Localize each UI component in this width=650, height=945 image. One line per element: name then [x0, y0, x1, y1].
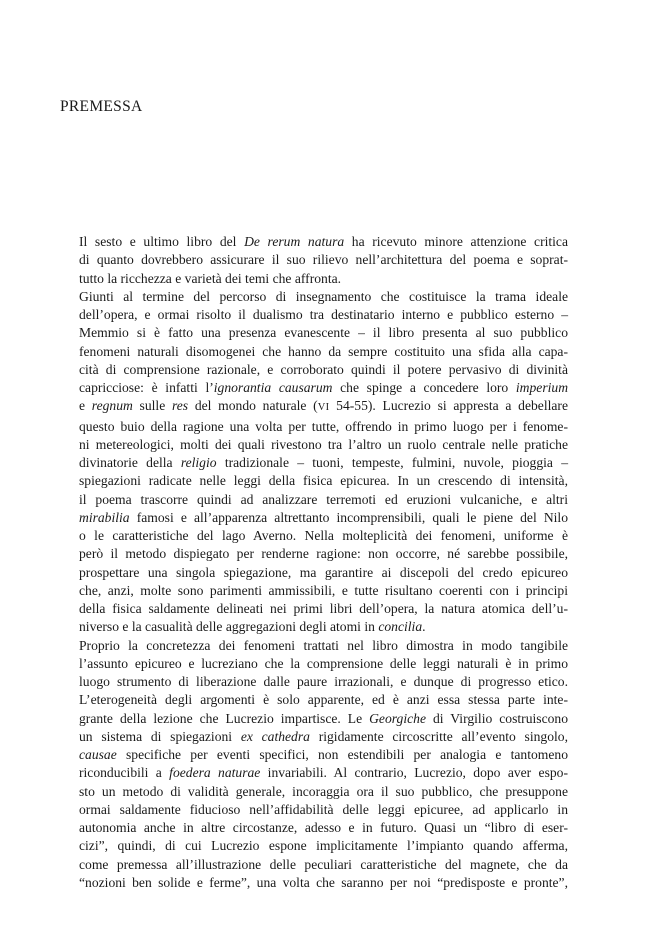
text-line — [60, 418, 568, 436]
paragraph — [60, 233, 568, 288]
text-run: L’eterogeneità degli argomenti è solo apparente, ed è anzi essa stessa parte inte- — [79, 692, 568, 708]
text-line — [60, 361, 568, 379]
text-line — [60, 637, 568, 655]
text-line — [60, 251, 568, 269]
text-line — [60, 343, 568, 361]
text-run: che, anzi, molte sono parimenti ammissibili, e tutte risultano coerenti con i principi — [79, 582, 568, 598]
book-number: VI — [317, 402, 330, 414]
text-run: “nozioni ben solide e ferme”, una volta che saranno per noi “predisposte e pronte”, — [79, 874, 568, 890]
text-run: niverso e la casualità delle aggregazioni degli atomi in — [79, 619, 379, 635]
text-line — [60, 673, 568, 691]
italic-term: regnum — [91, 398, 133, 414]
text-run: Il sesto e ultimo libro del — [79, 234, 245, 249]
text-line — [60, 819, 568, 837]
text-line — [60, 837, 568, 855]
text-run: sto un metodo di validità generale, incoraggia ora il suo pubblico, che presuppone — [79, 783, 568, 799]
text-line — [60, 582, 568, 600]
text-run: ormai saldamente fiducioso nell’affidabilità delle leggi epicuree, ad applicarlo in — [79, 801, 568, 817]
italic-term: imperium — [515, 380, 569, 395]
text-run: invariabili. Al contrario, Lucrezio, dopo aver espo- — [260, 765, 568, 781]
text-line — [60, 527, 568, 545]
text-run: 54-55). Lucrezio si appresta a debellare — [329, 398, 568, 414]
text-line — [60, 764, 568, 782]
text-run: cità di comprensione razionale, e corroborato quindi il potere pervasivo di divinità — [79, 361, 568, 377]
text-line — [60, 655, 568, 673]
text-run: questo buio della ragione una volta per tutte, offrendo in primo luogo per i fenome- — [79, 418, 568, 434]
text-run: l’assunto epicureo e lucreziano che la comprensione delle leggi naturali è in primo — [79, 655, 568, 671]
text-line — [60, 491, 568, 509]
text-line — [60, 783, 568, 801]
text-run: tradizionale – tuoni, tempeste, fulmini, nuvole, pioggia – — [216, 455, 568, 470]
text-line — [60, 691, 568, 709]
text-run: Giunti al termine del percorso di insegnamento che costituisce la trama ideale — [79, 288, 568, 304]
italic-term: foedera naturae — [169, 765, 261, 781]
text-run: rigidamente circoscritte all’evento singolo, — [309, 728, 568, 744]
text-line — [60, 324, 568, 342]
body-text — [60, 233, 568, 892]
paragraph — [60, 288, 568, 637]
text-line — [60, 233, 568, 251]
text-run: di Virgilio costruiscono — [425, 710, 568, 726]
italic-term: De rerum natura — [244, 234, 345, 249]
text-line — [60, 545, 568, 563]
text-run: del mondo naturale ( — [188, 398, 318, 414]
page-title: PREMESSA — [60, 98, 143, 115]
text-line — [60, 600, 568, 618]
text-run: però il metodo dispiegato per renderne ragione: non occorre, né sarebbe possibile, — [79, 546, 568, 562]
text-run: riconducibili a — [79, 765, 170, 781]
italic-term: res — [171, 398, 189, 414]
text-line — [60, 874, 568, 892]
text-run: il poema trascorre quindi ad analizzare terremoti ed eruzioni vulcaniche, e altri — [79, 491, 568, 507]
text-line — [60, 397, 568, 417]
text-run: Memmio si è fatto una presenza evanescente – il libro presenta al suo pubblico — [79, 325, 568, 341]
paragraph — [60, 637, 568, 893]
italic-term: Georgiche — [369, 710, 426, 726]
text-run: fenomeni naturali disomogenei che hanno da sempre costituito una sfida alla capa- — [79, 343, 568, 359]
text-line — [60, 856, 568, 874]
text-line — [60, 472, 568, 490]
text-line — [60, 801, 568, 819]
text-line — [60, 288, 568, 306]
text-run: ha ricevuto minore attenzione critica — [344, 234, 568, 249]
italic-term: ignorantia causarum — [213, 380, 333, 395]
text-run: sulle — [132, 398, 172, 414]
text-run: divinatorie della — [79, 455, 181, 470]
text-run: capricciose: è infatti l’ — [79, 380, 214, 395]
text-line — [60, 710, 568, 728]
italic-term: ex cathedra — [240, 728, 310, 744]
text-run: autonomia anche in altre circostanze, adesso e in futuro. Quasi un “libro di eser- — [79, 820, 568, 835]
text-run: grante della lezione che Lucrezio impartisce. Le — [79, 710, 370, 726]
text-run: dell’opera, e ormai risolto il dualismo tra destinatario interno e pubblico esterno – — [79, 307, 568, 322]
text-line — [60, 618, 568, 636]
text-run: un sistema di spiegazioni — [79, 728, 241, 744]
text-run: luogo strumento di liberazione dalle paure irrazionali, e dunque di progresso etico. — [79, 674, 568, 689]
text-run: famosi e all’apparenza altrettanto incomprensibili, quali le piene del Nilo — [129, 509, 568, 525]
italic-term: concilia — [378, 619, 423, 635]
italic-term: mirabilia — [79, 509, 130, 525]
text-line — [60, 454, 568, 472]
text-line — [60, 306, 568, 324]
text-run: o le caratteristiche del lago Averno. Nella molteplicità dei fenomeni, uniforme è — [79, 528, 568, 543]
text-line — [60, 379, 568, 397]
text-run: di quanto dovrebbero assicurare il suo rilievo nell’architettura del poema e soprat- — [79, 252, 568, 268]
text-run: cizi”, quindi, di cui Lucrezio espone implicitamente l’impianto quando afferma, — [79, 838, 568, 854]
text-run: che spinge a concedere loro — [332, 380, 516, 395]
text-run: prospettare una singola spiegazione, ma garantire ai discepoli del credo epicureo — [79, 564, 568, 580]
text-line — [60, 728, 568, 746]
text-run: come premessa all’illustrazione delle peculiari caratteristiche del magnete, che da — [79, 856, 568, 872]
text-line — [60, 270, 568, 288]
text-line — [60, 509, 568, 527]
text-run: spiegazioni radicate nelle leggi della fisica epicurea. In un crescendo di intensità, — [79, 473, 568, 489]
text-run: specifiche per eventi specifici, non estendibili per analogia e tantomeno — [116, 747, 568, 762]
text-run: . — [422, 619, 426, 635]
text-line — [60, 746, 568, 764]
text-run: e — [79, 398, 92, 414]
text-run: Proprio la concretezza dei fenomeni trattati nel libro dimostra in modo tangibile — [79, 637, 568, 653]
text-run: tutto la ricchezza e varietà dei temi che affronta. — [79, 270, 342, 286]
text-run: ni metereologici, molti dei quali rivestono tra l’altro un ruolo centrale nelle pratiche — [79, 436, 568, 452]
text-line — [60, 564, 568, 582]
text-run: della fisica saldamente delineati nei primi libri dell’opera, la natura atomica dell’u- — [79, 601, 568, 616]
italic-term: religio — [180, 455, 217, 470]
text-line — [60, 436, 568, 454]
italic-term: causae — [79, 747, 117, 762]
